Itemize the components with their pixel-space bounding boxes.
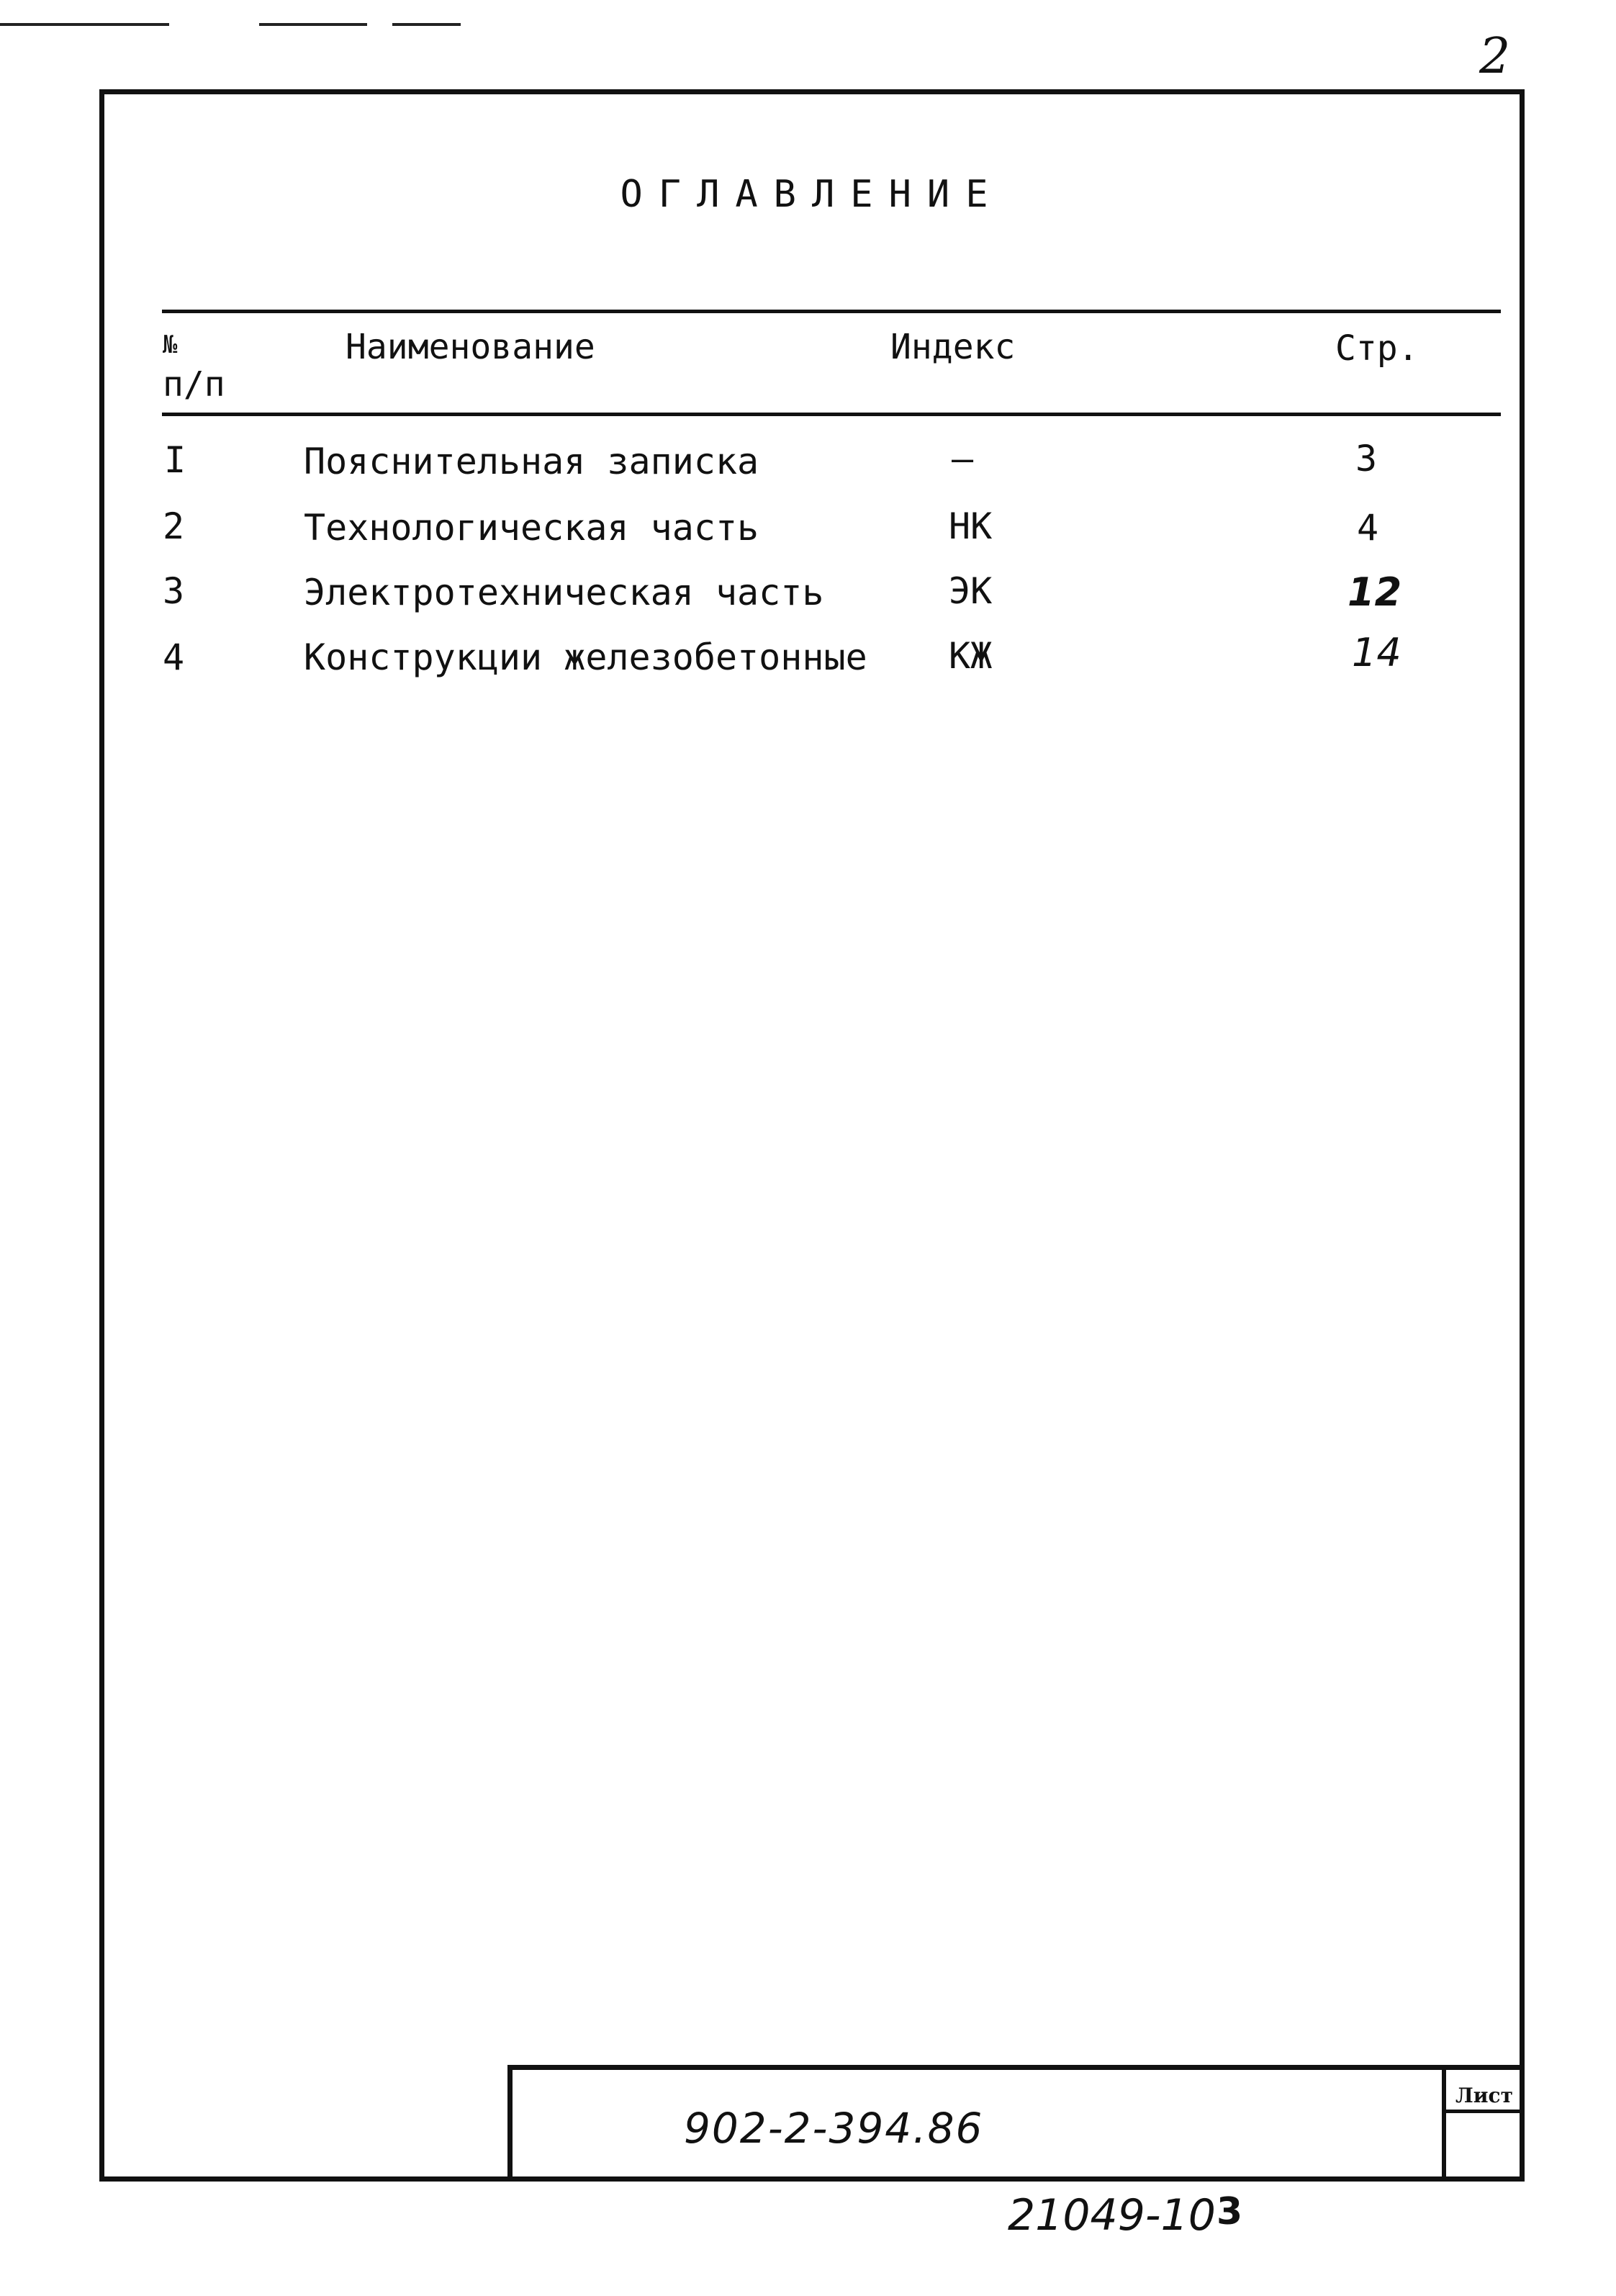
sheet-label: Лист xyxy=(1455,2084,1513,2107)
archive-number: 21049-10 xyxy=(1008,2190,1216,2241)
title-block-divider xyxy=(1442,2065,1446,2182)
table-top-rule xyxy=(162,310,1501,313)
table-row-page: 14 xyxy=(1352,630,1401,675)
scan-mark-1 xyxy=(0,23,169,26)
header-num-symbol: № xyxy=(163,330,178,359)
table-row-index: – xyxy=(952,438,974,480)
header-page: Стр. xyxy=(1335,328,1419,369)
table-row-name: Пояснительная записка xyxy=(304,441,759,482)
page-frame xyxy=(99,89,1525,2182)
table-row-num: 4 xyxy=(163,636,185,678)
table-row-page: 12 xyxy=(1348,570,1402,615)
table-row-name: Технологическая часть xyxy=(304,507,759,549)
header-index: Индекс xyxy=(890,327,1016,367)
corner-page-number: 2 xyxy=(1479,28,1511,85)
scan-mark-3 xyxy=(392,23,461,26)
table-row-num: 3 xyxy=(163,570,185,612)
archive-page: 3 xyxy=(1216,2190,1243,2233)
table-row-index: КЖ xyxy=(949,635,993,677)
title-block xyxy=(507,2065,1525,2182)
header-num: п/п xyxy=(163,364,225,405)
scan-mark-2 xyxy=(259,23,367,26)
table-row-name: Конструкции железобетонные xyxy=(304,636,867,678)
document-code: 902-2-394.86 xyxy=(684,2104,984,2153)
page-title: ОГЛАВЛЕНИЕ xyxy=(620,173,1004,216)
table-row-num: I xyxy=(164,439,186,481)
sheet-cell-divider xyxy=(1442,2110,1525,2113)
table-row-num: 2 xyxy=(163,505,185,547)
table-header-rule xyxy=(162,413,1501,416)
table-row-index: НК xyxy=(949,505,993,547)
table-row-page: 4 xyxy=(1357,507,1379,549)
table-row-index: ЭК xyxy=(949,570,993,612)
table-row-page: 3 xyxy=(1355,438,1378,480)
table-row-name: Электротехническая часть xyxy=(304,572,824,613)
header-name: Наименование xyxy=(346,327,595,367)
